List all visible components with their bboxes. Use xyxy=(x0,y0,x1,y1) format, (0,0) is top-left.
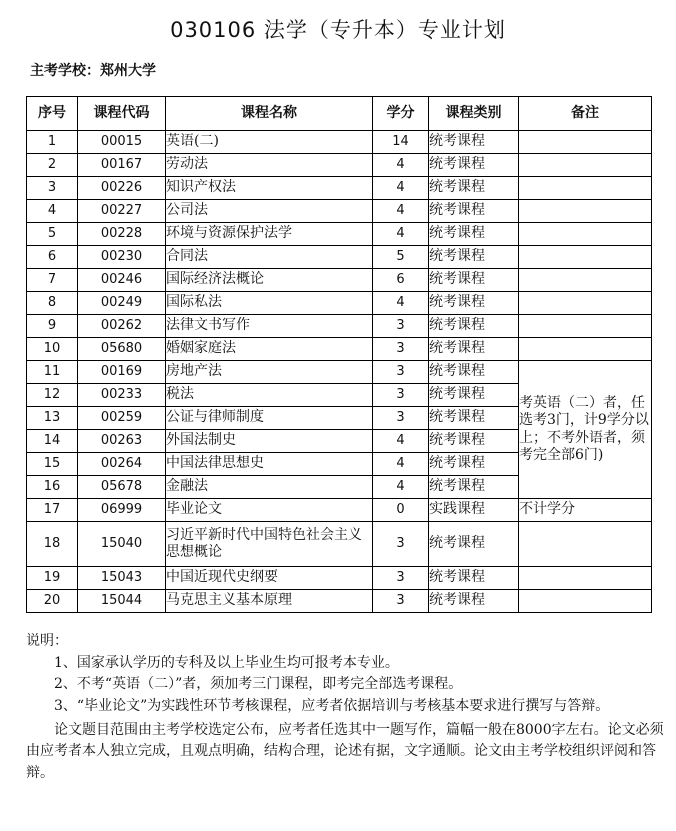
cell-name: 马克思主义基本原理 xyxy=(166,590,373,613)
cell-name: 国际经济法概论 xyxy=(166,269,373,292)
cell-credits: 3 xyxy=(373,407,429,430)
cell-name: 法律文书写作 xyxy=(166,315,373,338)
cell-index: 3 xyxy=(27,177,78,200)
table-row xyxy=(27,223,652,246)
page-title: 030106 法学（专升本）专业计划 xyxy=(170,18,506,42)
header-index: 序号 xyxy=(27,97,78,131)
cell-index: 2 xyxy=(27,154,78,177)
cell-remark xyxy=(519,567,652,590)
cell-name: 外国法制史 xyxy=(166,430,373,453)
cell-code: 05678 xyxy=(78,476,166,499)
main-school-label: 主考学校：郑州大学 xyxy=(30,63,156,79)
cell-remark xyxy=(519,315,652,338)
cell-index: 8 xyxy=(27,292,78,315)
notes-section xyxy=(26,631,664,785)
cell-credits: 4 xyxy=(373,476,429,499)
cell-code: 00262 xyxy=(78,315,166,338)
cell-index: 15 xyxy=(27,453,78,476)
cell-type: 统考课程 xyxy=(429,384,519,407)
cell-code: 00227 xyxy=(78,200,166,223)
cell-index: 14 xyxy=(27,430,78,453)
cell-code: 05680 xyxy=(78,338,166,361)
cell-index: 17 xyxy=(27,499,78,522)
cell-index: 10 xyxy=(27,338,78,361)
cell-index: 16 xyxy=(27,476,78,499)
cell-credits: 14 xyxy=(373,131,429,154)
cell-credits: 4 xyxy=(373,154,429,177)
cell-remark xyxy=(519,269,652,292)
cell-remark xyxy=(519,522,652,567)
cell-name: 知识产权法 xyxy=(166,177,373,200)
cell-remark xyxy=(519,246,652,269)
cell-type: 统考课程 xyxy=(429,407,519,430)
cell-name: 税法 xyxy=(166,384,373,407)
table-row xyxy=(27,131,652,154)
header-remarks: 备注 xyxy=(519,97,652,131)
cell-credits: 3 xyxy=(373,338,429,361)
cell-remark xyxy=(519,223,652,246)
cell-credits: 3 xyxy=(373,590,429,613)
cell-name: 婚姻家庭法 xyxy=(166,338,373,361)
cell-code: 00015 xyxy=(78,131,166,154)
cell-index: 19 xyxy=(27,567,78,590)
cell-index: 12 xyxy=(27,384,78,407)
note-item-2: 2、不考“英语（二）”者，须加考三门课程，即考完全部选考课程。 xyxy=(54,676,463,693)
cell-code: 15043 xyxy=(78,567,166,590)
cell-code: 00226 xyxy=(78,177,166,200)
cell-code: 00169 xyxy=(78,361,166,384)
cell-credits: 3 xyxy=(373,384,429,407)
cell-index: 7 xyxy=(27,269,78,292)
cell-name: 毕业论文 xyxy=(166,499,373,522)
table-row xyxy=(27,292,652,315)
cell-name: 公司法 xyxy=(166,200,373,223)
cell-code: 00167 xyxy=(78,154,166,177)
cell-type: 统考课程 xyxy=(429,177,519,200)
cell-type: 统考课程 xyxy=(429,269,519,292)
cell-remark xyxy=(519,200,652,223)
cell-name: 公证与律师制度 xyxy=(166,407,373,430)
cell-credits: 3 xyxy=(373,567,429,590)
cell-credits: 4 xyxy=(373,292,429,315)
cell-name: 合同法 xyxy=(166,246,373,269)
cell-index: 18 xyxy=(27,522,78,567)
cell-code: 00233 xyxy=(78,384,166,407)
cell-type: 统考课程 xyxy=(429,567,519,590)
cell-type: 统考课程 xyxy=(429,200,519,223)
cell-credits: 5 xyxy=(373,246,429,269)
cell-remark xyxy=(519,590,652,613)
cell-credits: 4 xyxy=(373,200,429,223)
cell-credits: 0 xyxy=(373,499,429,522)
cell-code: 00263 xyxy=(78,430,166,453)
cell-type: 统考课程 xyxy=(429,223,519,246)
cell-index: 9 xyxy=(27,315,78,338)
table-row xyxy=(27,315,652,338)
cell-code: 00259 xyxy=(78,407,166,430)
cell-name: 中国法律思想史 xyxy=(166,453,373,476)
cell-credits: 3 xyxy=(373,361,429,384)
table-row xyxy=(27,246,652,269)
cell-name: 英语(二) xyxy=(166,131,373,154)
course-plan-table xyxy=(26,96,652,613)
cell-remark-elective: 考英语（二）者，任选考3门，计9学分以上；不考外语者，须考完全部6门) xyxy=(519,361,652,499)
cell-credits: 3 xyxy=(373,315,429,338)
cell-code: 00264 xyxy=(78,453,166,476)
cell-remark xyxy=(519,177,652,200)
table-row xyxy=(27,154,652,177)
cell-type: 统考课程 xyxy=(429,590,519,613)
cell-credits: 4 xyxy=(373,430,429,453)
cell-type: 统考课程 xyxy=(429,453,519,476)
table-row xyxy=(27,499,652,522)
header-credits: 学分 xyxy=(373,97,429,131)
cell-type: 统考课程 xyxy=(429,430,519,453)
cell-credits: 4 xyxy=(373,453,429,476)
cell-code: 15040 xyxy=(78,522,166,567)
cell-remark xyxy=(519,292,652,315)
cell-index: 5 xyxy=(27,223,78,246)
cell-remark xyxy=(519,131,652,154)
table-row xyxy=(27,567,652,590)
table-row xyxy=(27,522,652,567)
cell-name: 国际私法 xyxy=(166,292,373,315)
cell-type: 统考课程 xyxy=(429,361,519,384)
cell-type: 统考课程 xyxy=(429,476,519,499)
cell-code: 00230 xyxy=(78,246,166,269)
header-course-name: 课程名称 xyxy=(166,97,373,131)
table-row xyxy=(27,200,652,223)
cell-type: 统考课程 xyxy=(429,338,519,361)
cell-credits: 4 xyxy=(373,177,429,200)
header-course-type: 课程类别 xyxy=(429,97,519,131)
cell-index: 6 xyxy=(27,246,78,269)
cell-type: 统考课程 xyxy=(429,246,519,269)
cell-code: 15044 xyxy=(78,590,166,613)
cell-type: 统考课程 xyxy=(429,292,519,315)
table-row xyxy=(27,338,652,361)
notes-label: 说明： xyxy=(26,633,68,649)
table-row xyxy=(27,177,652,200)
cell-credits: 4 xyxy=(373,223,429,246)
cell-index: 13 xyxy=(27,407,78,430)
table-row xyxy=(27,590,652,613)
cell-index: 20 xyxy=(27,590,78,613)
table-row xyxy=(27,361,652,384)
cell-remark xyxy=(519,338,652,361)
cell-code: 00246 xyxy=(78,269,166,292)
cell-name: 房地产法 xyxy=(166,361,373,384)
cell-name: 环境与资源保护法学 xyxy=(166,223,373,246)
note-item-3: 3、“毕业论文”为实践性环节考核课程，应考者依据培训与考核基本要求进行撰写与答辩。 xyxy=(54,698,610,715)
cell-code: 06999 xyxy=(78,499,166,522)
cell-type: 统考课程 xyxy=(429,315,519,338)
cell-type: 统考课程 xyxy=(429,522,519,567)
cell-code: 00249 xyxy=(78,292,166,315)
cell-type: 统考课程 xyxy=(429,131,519,154)
table-header-row xyxy=(27,97,652,131)
cell-type: 实践课程 xyxy=(429,499,519,522)
cell-credits: 6 xyxy=(373,269,429,292)
cell-credits: 3 xyxy=(373,522,429,567)
cell-type: 统考课程 xyxy=(429,154,519,177)
cell-index: 1 xyxy=(27,131,78,154)
note-item-1: 1、国家承认学历的专科及以上毕业生均可报考本专业。 xyxy=(54,654,399,671)
header-course-code: 课程代码 xyxy=(78,97,166,131)
cell-name: 劳动法 xyxy=(166,154,373,177)
table-row xyxy=(27,269,652,292)
cell-code: 00228 xyxy=(78,223,166,246)
cell-name: 金融法 xyxy=(166,476,373,499)
cell-remark-no-credit: 不计学分 xyxy=(519,499,652,522)
cell-remark xyxy=(519,154,652,177)
cell-index: 11 xyxy=(27,361,78,384)
cell-name: 习近平新时代中国特色社会主义思想概论 xyxy=(166,522,373,567)
cell-name: 中国近现代史纲要 xyxy=(166,567,373,590)
cell-index: 4 xyxy=(27,200,78,223)
note-paragraph: 论文题目范围由主考学校选定公布，应考者任选其中一题写作，篇幅一般在8000字左右。论文必须由应考者本人独立完成，且观点明确，结构合理，论述有据，文字通顺。论文由主考学校组织评阅和答辩。 xyxy=(26,721,664,782)
